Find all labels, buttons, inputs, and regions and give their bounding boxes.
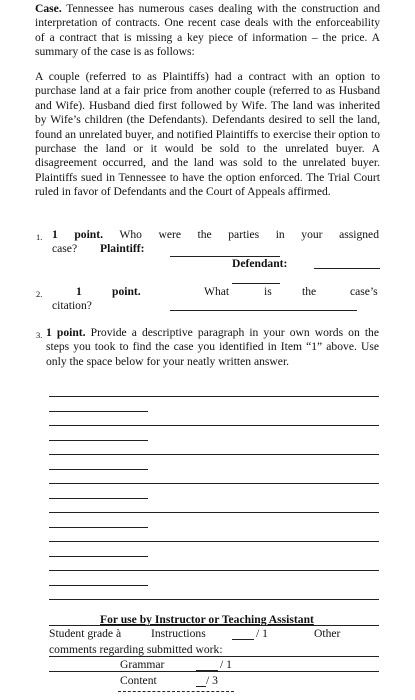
answer-line[interactable] bbox=[49, 425, 379, 426]
q3-text: Provide a descriptive paragraph in your own words on the steps you took to find the case you identified in Item “1” above. Use only the space below for your neatly written answer. bbox=[46, 326, 379, 368]
answer-line[interactable] bbox=[49, 396, 379, 397]
answer-line[interactable] bbox=[49, 498, 148, 499]
q2-word-cases: case’s bbox=[350, 285, 378, 298]
q1-text1: Who were the parties in your assigned bbox=[119, 228, 379, 241]
student-grade-label: Student grade à bbox=[49, 627, 122, 640]
content-score: / 3 bbox=[206, 674, 218, 687]
q1-points: 1 point. bbox=[52, 228, 104, 241]
citation-answer-line[interactable] bbox=[170, 310, 357, 311]
intro-paragraph bbox=[35, 2, 380, 60]
answer-line[interactable] bbox=[49, 483, 379, 484]
content-score-line[interactable] bbox=[196, 686, 206, 687]
q2-number: 2. bbox=[36, 289, 43, 299]
q2-points-num: 1 bbox=[76, 285, 82, 298]
q2-word-is: is bbox=[264, 285, 272, 298]
q2-word-the: the bbox=[302, 285, 317, 298]
defendant-label: Defendant: bbox=[232, 257, 288, 270]
plaintiff-label: Plaintiff: bbox=[100, 242, 145, 255]
other-label: Other bbox=[314, 627, 341, 640]
grading-top-line bbox=[49, 625, 379, 626]
grading-title: For use by Instructor or Teaching Assistant bbox=[100, 613, 314, 626]
q2-fill-line[interactable] bbox=[232, 283, 280, 284]
q3-points: 1 point. bbox=[46, 326, 86, 339]
grammar-row-line bbox=[49, 671, 379, 672]
answer-line[interactable] bbox=[49, 585, 148, 586]
q3-paragraph bbox=[46, 326, 379, 369]
comments-line[interactable] bbox=[49, 656, 379, 657]
q2-word-what: What bbox=[204, 285, 230, 298]
q1-text2: case? bbox=[52, 242, 78, 255]
answer-line[interactable] bbox=[49, 541, 379, 542]
answer-line[interactable] bbox=[49, 469, 148, 470]
comments-label: comments regarding submitted work: bbox=[49, 643, 223, 656]
q3-number: 3. bbox=[36, 330, 43, 340]
content-dashed-line bbox=[118, 691, 234, 692]
content-label: Content bbox=[120, 674, 157, 687]
answer-line[interactable] bbox=[49, 570, 379, 571]
q2-points-word: point. bbox=[112, 285, 141, 298]
answer-line[interactable] bbox=[49, 527, 148, 528]
grammar-label: Grammar bbox=[120, 658, 165, 671]
grammar-score: / 1 bbox=[220, 658, 232, 671]
instructions-score-line[interactable] bbox=[232, 639, 254, 640]
q1-number: 1. bbox=[36, 232, 43, 242]
defendant-answer-line[interactable] bbox=[314, 268, 380, 269]
answer-line[interactable] bbox=[49, 454, 379, 455]
answer-line[interactable] bbox=[49, 599, 379, 600]
intro-text: Tennessee has numerous cases dealing with the construction and interpretation of contracts. One recent case deals with the enforceability of a contract that is missing a key piece of information – the price. A summary of the case is as follows: bbox=[35, 2, 380, 59]
answer-line[interactable] bbox=[49, 512, 379, 513]
instructions-label: Instructions bbox=[151, 627, 206, 640]
answer-line[interactable] bbox=[49, 556, 148, 557]
answer-line[interactable] bbox=[49, 411, 148, 412]
q1-line1 bbox=[52, 228, 379, 242]
instructions-score: / 1 bbox=[256, 627, 268, 640]
answer-line[interactable] bbox=[49, 440, 148, 441]
q2-line2: citation? bbox=[52, 299, 92, 312]
intro-heading: Case. bbox=[35, 2, 62, 15]
case-summary: A couple (referred to as Plaintiffs) had a contract with an option to purchase land at a fair price from another couple (referred to as Husband and Wife). Husband died first followed by Wife. The land was inherited by Wife’s children (the Defendants). Defendants desired to sell the land, found an unrelated buyer, and notified Plaintiffs to exercise their option to purchase the land or it would be sold to the unrelated buyer. A disagreement occurred, and the land was sold to the unrelated buyer. Plaintiffs sued in Tennessee to have the option enforced. The Trial Court ruled in favor of Defendants and the Court of Appeals affirmed. bbox=[35, 70, 380, 199]
